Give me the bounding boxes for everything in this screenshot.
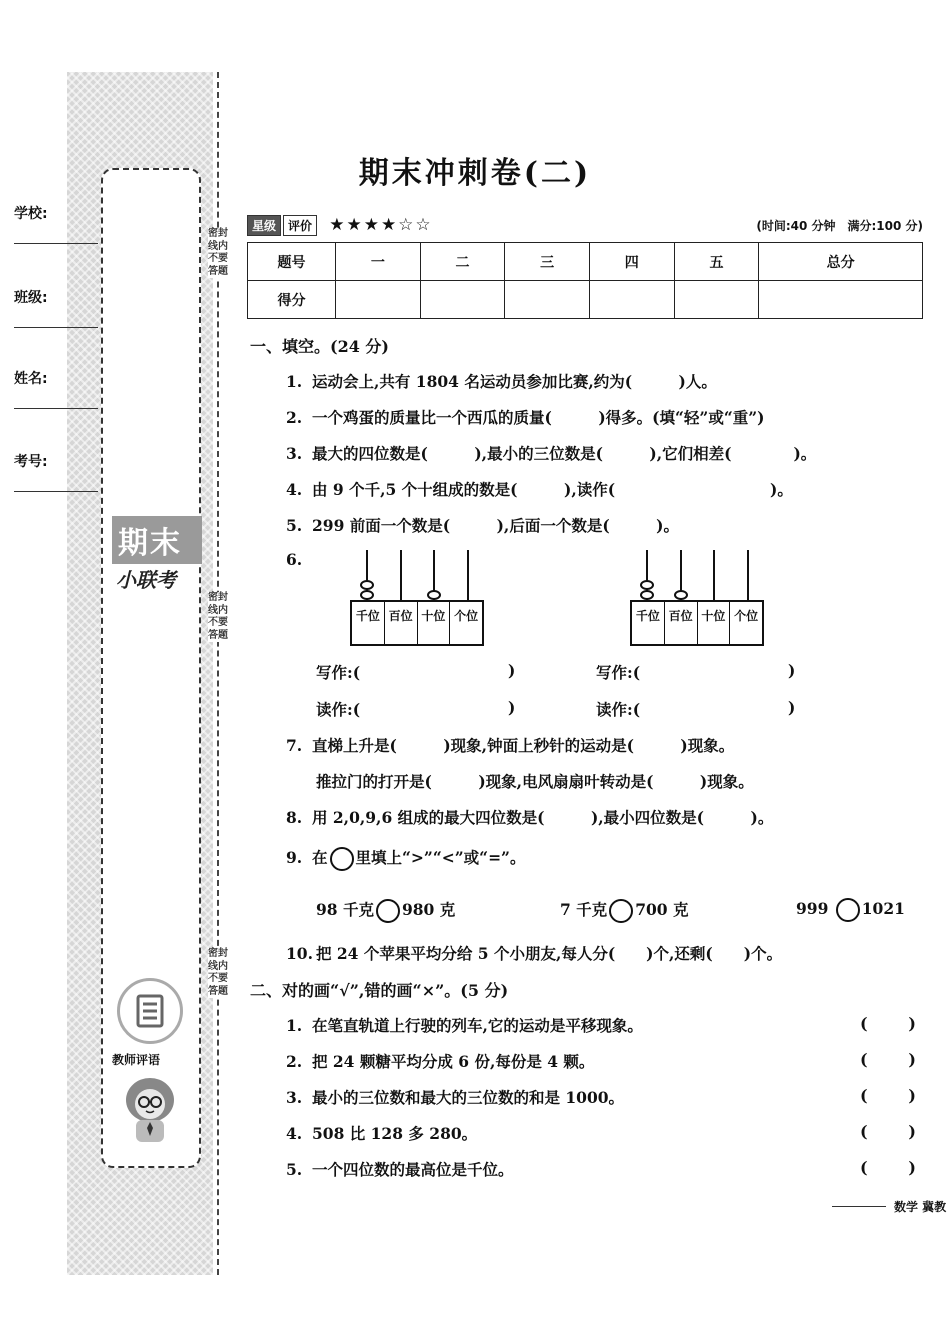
score-table [247, 242, 923, 319]
score-input-cell[interactable] [674, 281, 759, 319]
question-2: 2. 一个鸡蛋的质量比一个西瓜的质量( )得多。(填“轻”或“重”) [286, 408, 765, 427]
compare-circle[interactable] [836, 898, 860, 922]
abacus-bead [360, 590, 374, 600]
name-field[interactable]: 姓名: [14, 368, 98, 388]
judge-item: 5. 一个四位数的最高位是千位。 [286, 1160, 514, 1179]
teacher-comment-label: 教师评语 [112, 1053, 161, 1067]
answer-bracket[interactable]: ( ) [860, 1158, 916, 1177]
answer-bracket[interactable]: ( ) [860, 1014, 916, 1033]
answer-bracket[interactable]: ( ) [860, 1050, 916, 1069]
document-icon [117, 978, 183, 1044]
score-input-cell[interactable] [420, 281, 505, 319]
seal-text: 密封线内不要答题 [208, 592, 228, 641]
question-6: 6. [286, 550, 303, 569]
abacus-rod [467, 550, 469, 602]
read-answer-1[interactable]: 读作:( [316, 700, 361, 719]
footer-subject: 数学 冀教 [894, 1200, 947, 1214]
table-cell: 得分 [248, 281, 336, 319]
abacus-bead [640, 580, 654, 590]
badge-title: 期末 [112, 516, 202, 564]
compare-circle[interactable] [376, 899, 400, 923]
table-cell: 四 [589, 243, 674, 281]
table-cell: 二 [420, 243, 505, 281]
star-rating: ★★★★☆☆ [329, 215, 433, 235]
table-cell: 题号 [248, 243, 336, 281]
score-input-cell[interactable] [759, 281, 923, 319]
badge-subtitle: 小联考 [116, 568, 176, 592]
bracket-close: ) [508, 661, 516, 680]
page-title: 期末冲刺卷(二) [358, 156, 592, 191]
bracket-close: ) [508, 698, 516, 717]
meta-row [247, 215, 923, 237]
abacus-bead [427, 590, 441, 600]
level-tag: 星级 [247, 215, 281, 236]
abacus-rod [747, 550, 749, 602]
abacus-rod [713, 550, 715, 602]
brand-badge [112, 516, 202, 593]
seal-text: 密封线内不要答题 [208, 948, 228, 997]
place-label: 个位 [454, 609, 479, 623]
question-4: 4. 由 9 个千,5 个十组成的数是( ),读作( )。 [286, 480, 793, 499]
table-cell: 五 [674, 243, 759, 281]
table-row [248, 281, 923, 319]
abacus-bead [360, 580, 374, 590]
bracket-close: ) [788, 698, 796, 717]
school-field[interactable]: 学校: [14, 203, 98, 223]
question-1: 1. 运动会上,共有 1804 名运动员参加比赛,约为( )人。 [286, 372, 717, 391]
compare-item-1: 98 千克 980 克 [316, 898, 455, 923]
exam-number-field[interactable]: 考号: [14, 451, 98, 471]
compare-item-2: 7 千克 700 克 [560, 898, 688, 923]
score-input-cell[interactable] [336, 281, 421, 319]
abacus-frame [350, 600, 484, 646]
question-9: 9. 在 里填上“>”“<”或“=”。 [286, 846, 525, 871]
class-field[interactable]: 班级: [14, 287, 98, 307]
rating-tag: 评价 [283, 215, 317, 236]
question-10: 10. 把 24 个苹果平均分给 5 个小朋友,每人分( )个,还剩( )个。 [286, 944, 783, 963]
place-label: 十位 [698, 602, 731, 644]
table-cell: 三 [505, 243, 590, 281]
time-info: (时间:40 分钟 满分:100 分) [756, 219, 923, 233]
judge-item: 2. 把 24 颗糖平均分成 6 份,每份是 4 颗。 [286, 1052, 595, 1071]
write-answer-2[interactable]: 写作:( [596, 663, 641, 682]
table-cell: 一 [336, 243, 421, 281]
abacus-diagram [630, 550, 764, 650]
question-7-line-2: 推拉门的打开是( )现象,电风扇扇叶转动是( )现象。 [316, 772, 754, 791]
place-label: 十位 [418, 602, 451, 644]
section-heading: 二、对的画“√”,错的画“×”。(5 分) [250, 981, 509, 1000]
place-label: 百位 [385, 602, 418, 644]
answer-bracket[interactable]: ( ) [860, 1122, 916, 1141]
compare-item-3: 999 1021 [796, 898, 905, 922]
compare-circle[interactable] [609, 899, 633, 923]
place-label: 个位 [734, 609, 759, 623]
abacus-diagram [350, 550, 484, 650]
table-row [248, 243, 923, 281]
question-5: 5. 299 前面一个数是( ),后面一个数是( )。 [286, 516, 679, 535]
place-label: 百位 [665, 602, 698, 644]
abacus-bead [640, 590, 654, 600]
place-label: 千位 [352, 602, 385, 644]
abacus-bead [674, 590, 688, 600]
abacus-frame [630, 600, 764, 646]
footer-rule [832, 1206, 886, 1207]
seal-text: 密封线内不要答题 [208, 228, 228, 277]
question-3: 3. 最大的四位数是( ),最小的三位数是( ),它们相差( )。 [286, 444, 817, 463]
table-cell: 总分 [759, 243, 923, 281]
bracket-close: ) [788, 661, 796, 680]
abacus-rod [400, 550, 402, 602]
judge-item: 1. 在笔直轨道上行驶的列车,它的运动是平移现象。 [286, 1016, 643, 1035]
section-heading: 一、填空。(24 分) [250, 337, 389, 356]
read-answer-2[interactable]: 读作:( [596, 700, 641, 719]
blank-circle [330, 847, 354, 871]
place-label: 千位 [632, 602, 665, 644]
answer-bracket[interactable]: ( ) [860, 1086, 916, 1105]
judge-item: 4. 508 比 128 多 280。 [286, 1124, 478, 1143]
score-input-cell[interactable] [589, 281, 674, 319]
question-8: 8. 用 2,0,9,6 组成的最大四位数是( ),最小四位数是( )。 [286, 808, 774, 827]
score-input-cell[interactable] [505, 281, 590, 319]
teacher-avatar-icon [122, 1074, 178, 1148]
question-7: 7. 直梯上升是( )现象,钟面上秒针的运动是( )现象。 [286, 736, 735, 755]
write-answer-1[interactable]: 写作:( [316, 663, 361, 682]
judge-item: 3. 最小的三位数和最大的三位数的和是 1000。 [286, 1088, 625, 1107]
